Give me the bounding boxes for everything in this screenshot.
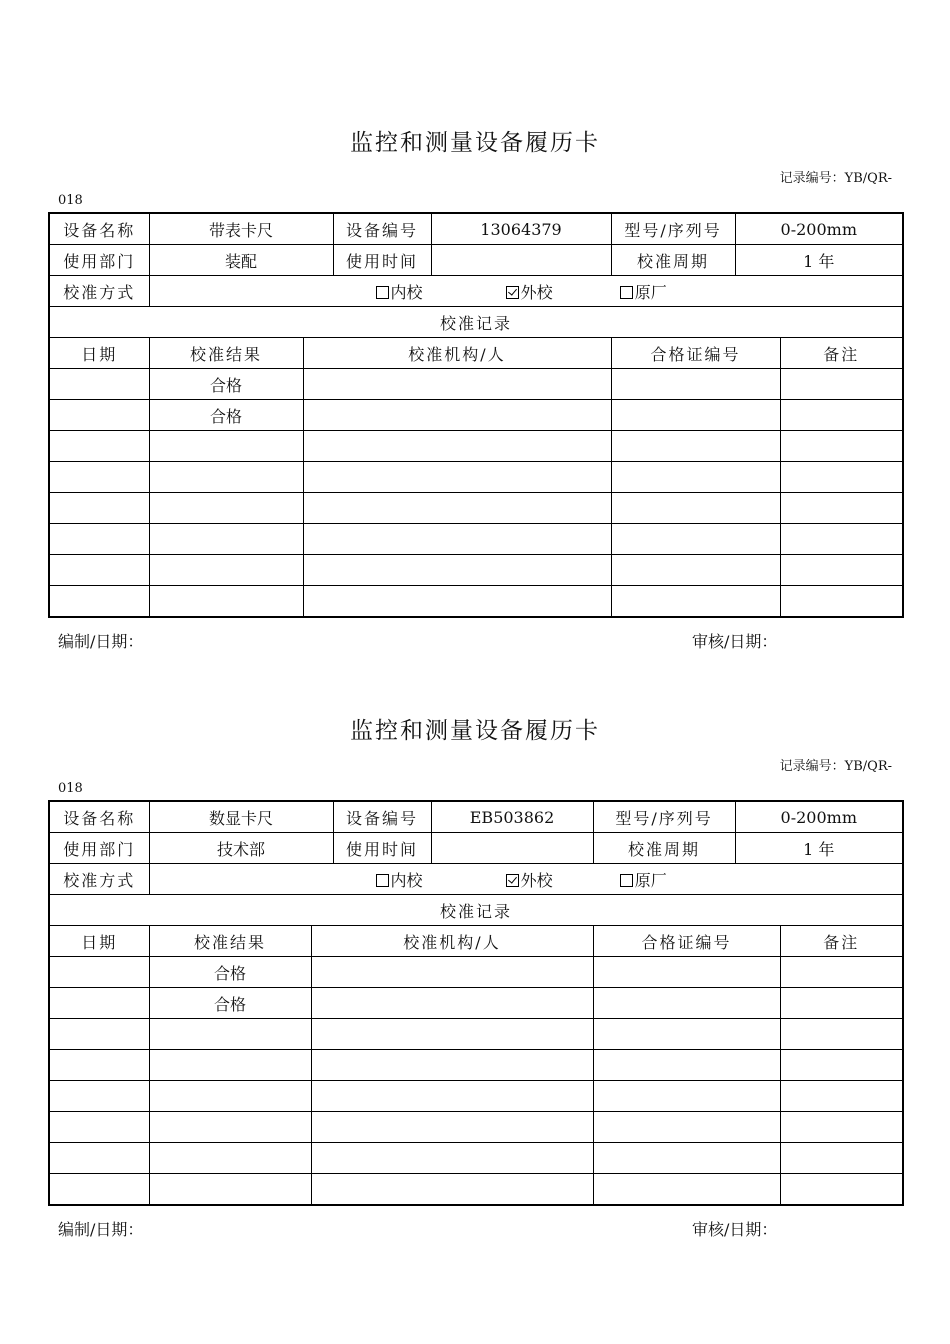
method-row xyxy=(49,864,903,895)
reviewed-by-label: 审核/日期： xyxy=(692,1220,778,1239)
label-equipment-code: 设备编号 xyxy=(333,213,431,245)
cell-certificate xyxy=(611,369,780,400)
cell-remarks xyxy=(780,524,903,555)
checkbox-checked-icon xyxy=(506,286,519,299)
label-use-time: 使用时间 xyxy=(333,833,431,864)
cell-result xyxy=(149,462,303,493)
cell-remarks xyxy=(780,369,903,400)
cell-result: 合格 xyxy=(149,988,311,1019)
section-calibration-records: 校准记录 xyxy=(49,307,903,338)
cell-date xyxy=(49,462,149,493)
header-date: 日期 xyxy=(49,926,149,957)
table-row xyxy=(49,524,903,555)
value-department: 装配 xyxy=(149,245,333,276)
record-number: 记录编号：YB/QR- xyxy=(779,171,892,186)
header-certificate: 合格证编号 xyxy=(611,338,780,369)
cell-remarks xyxy=(780,1050,903,1081)
table-row xyxy=(49,1081,903,1112)
prepared-by-label: 编制/日期： xyxy=(58,632,144,651)
value-department: 技术部 xyxy=(149,833,333,864)
cell-agency xyxy=(303,555,611,586)
cell-result xyxy=(149,1081,311,1112)
cell-agency xyxy=(311,1174,593,1206)
cell-remarks xyxy=(780,431,903,462)
header-result: 校准结果 xyxy=(149,338,303,369)
cell-certificate xyxy=(593,1112,780,1143)
label-cycle: 校准周期 xyxy=(611,245,735,276)
label-model: 型号/序列号 xyxy=(611,213,735,245)
cell-agency xyxy=(311,1143,593,1174)
form-number: 018 xyxy=(58,193,83,208)
cell-result xyxy=(149,431,303,462)
table-row xyxy=(49,493,903,524)
cell-result: 合格 xyxy=(149,400,303,431)
equipment-card xyxy=(0,588,950,1239)
cell-result: 合格 xyxy=(149,957,311,988)
cell-remarks xyxy=(780,1143,903,1174)
cell-remarks xyxy=(780,493,903,524)
cell-result xyxy=(149,1143,311,1174)
card-title: 监控和测量设备履历卡 xyxy=(350,718,600,744)
method-row xyxy=(49,276,903,307)
cell-agency xyxy=(311,988,593,1019)
cell-date xyxy=(49,493,149,524)
cell-certificate xyxy=(593,988,780,1019)
record-number: 记录编号：YB/QR- xyxy=(779,759,892,774)
table-row xyxy=(49,988,903,1019)
value-equipment-name: 数显卡尺 xyxy=(149,801,333,833)
cell-agency xyxy=(303,400,611,431)
cell-agency xyxy=(311,1081,593,1112)
cell-remarks xyxy=(780,400,903,431)
cell-certificate xyxy=(611,431,780,462)
info-row xyxy=(49,213,903,245)
option-label: 外校 xyxy=(520,282,553,302)
reviewed-by-label: 审核/日期： xyxy=(692,632,778,651)
header-row xyxy=(49,338,903,369)
cell-remarks xyxy=(780,1174,903,1206)
cell-date xyxy=(49,524,149,555)
label-department: 使用部门 xyxy=(49,833,149,864)
checkbox-icon xyxy=(376,286,389,299)
value-use-time xyxy=(431,833,593,864)
cell-date xyxy=(49,555,149,586)
table-row xyxy=(49,369,903,400)
form-number: 018 xyxy=(58,781,83,796)
checkbox-icon xyxy=(376,874,389,887)
section-row xyxy=(49,307,903,338)
cell-agency xyxy=(303,493,611,524)
header-certificate: 合格证编号 xyxy=(593,926,780,957)
cell-certificate xyxy=(593,1081,780,1112)
label-model: 型号/序列号 xyxy=(593,801,735,833)
method-options xyxy=(149,864,903,895)
info-row xyxy=(49,245,903,276)
cell-result xyxy=(149,1050,311,1081)
table-row xyxy=(49,1143,903,1174)
cell-remarks xyxy=(780,1019,903,1050)
option-internal[interactable] xyxy=(376,280,423,303)
checkbox-checked-icon xyxy=(506,874,519,887)
value-equipment-name: 带表卡尺 xyxy=(149,213,333,245)
header-result: 校准结果 xyxy=(149,926,311,957)
cell-agency xyxy=(311,1050,593,1081)
option-label: 原厂 xyxy=(634,282,667,302)
cell-certificate xyxy=(611,462,780,493)
cell-date xyxy=(49,1112,149,1143)
table-row xyxy=(49,1050,903,1081)
value-equipment-code: 13064379 xyxy=(431,213,611,245)
label-equipment-name: 设备名称 xyxy=(49,801,149,833)
value-cycle: 1 年 xyxy=(735,833,903,864)
table-row xyxy=(49,1112,903,1143)
option-factory[interactable] xyxy=(620,280,667,303)
cell-certificate xyxy=(593,1050,780,1081)
cell-date xyxy=(49,1174,149,1206)
cell-remarks xyxy=(780,555,903,586)
value-equipment-code: EB503862 xyxy=(431,801,593,833)
cell-agency xyxy=(311,1112,593,1143)
option-external[interactable] xyxy=(506,868,553,891)
cell-remarks xyxy=(780,988,903,1019)
option-label: 内校 xyxy=(390,870,423,890)
option-external[interactable] xyxy=(506,280,553,303)
section-row xyxy=(49,895,903,926)
card-title: 监控和测量设备履历卡 xyxy=(350,130,600,156)
cell-certificate xyxy=(593,1019,780,1050)
label-cycle: 校准周期 xyxy=(593,833,735,864)
cell-remarks xyxy=(780,1112,903,1143)
option-label: 原厂 xyxy=(634,870,667,890)
equipment-table xyxy=(48,800,904,1206)
cell-certificate xyxy=(611,493,780,524)
cell-result xyxy=(149,1112,311,1143)
cell-result xyxy=(149,1019,311,1050)
table-row xyxy=(49,462,903,493)
value-model: 0-200mm xyxy=(735,801,903,833)
cell-date xyxy=(49,988,149,1019)
header-agency: 校准机构/人 xyxy=(311,926,593,957)
table-row xyxy=(49,555,903,586)
label-equipment-code: 设备编号 xyxy=(333,801,431,833)
prepared-by-label: 编制/日期： xyxy=(58,1220,144,1239)
value-use-time xyxy=(431,245,611,276)
equipment-table xyxy=(48,212,904,618)
cell-certificate xyxy=(611,524,780,555)
table-row xyxy=(49,1019,903,1050)
value-cycle: 1 年 xyxy=(735,245,903,276)
option-label: 外校 xyxy=(520,870,553,890)
cell-date xyxy=(49,1050,149,1081)
checkbox-icon xyxy=(620,874,633,887)
cell-remarks xyxy=(780,462,903,493)
option-label: 内校 xyxy=(390,282,423,302)
cell-date xyxy=(49,957,149,988)
cell-agency xyxy=(303,462,611,493)
cell-result xyxy=(149,1174,311,1206)
cell-date xyxy=(49,431,149,462)
info-row xyxy=(49,801,903,833)
cell-result: 合格 xyxy=(149,369,303,400)
equipment-card xyxy=(0,0,950,651)
cell-date xyxy=(49,400,149,431)
cell-date xyxy=(49,1143,149,1174)
cell-certificate xyxy=(593,1143,780,1174)
cell-certificate xyxy=(611,400,780,431)
label-department: 使用部门 xyxy=(49,245,149,276)
cell-result xyxy=(149,555,303,586)
header-agency: 校准机构/人 xyxy=(303,338,611,369)
method-options xyxy=(149,276,903,307)
header-date: 日期 xyxy=(49,338,149,369)
option-factory[interactable] xyxy=(620,868,667,891)
label-use-time: 使用时间 xyxy=(333,245,431,276)
cell-certificate xyxy=(593,1174,780,1206)
table-row xyxy=(49,957,903,988)
label-equipment-name: 设备名称 xyxy=(49,213,149,245)
cell-agency xyxy=(303,431,611,462)
header-remarks: 备注 xyxy=(780,926,903,957)
cell-remarks xyxy=(780,1081,903,1112)
cell-result xyxy=(149,493,303,524)
option-internal[interactable] xyxy=(376,868,423,891)
cell-date xyxy=(49,369,149,400)
cell-agency xyxy=(303,369,611,400)
header-remarks: 备注 xyxy=(780,338,903,369)
checkbox-icon xyxy=(620,286,633,299)
info-row xyxy=(49,833,903,864)
cell-result xyxy=(149,524,303,555)
table-row xyxy=(49,400,903,431)
cell-remarks xyxy=(780,957,903,988)
cell-date xyxy=(49,1019,149,1050)
cell-date xyxy=(49,1081,149,1112)
cell-certificate xyxy=(593,957,780,988)
section-calibration-records: 校准记录 xyxy=(49,895,903,926)
cell-agency xyxy=(311,1019,593,1050)
label-method: 校准方式 xyxy=(49,864,149,895)
table-row xyxy=(49,431,903,462)
cell-certificate xyxy=(611,555,780,586)
cell-agency xyxy=(303,524,611,555)
header-row xyxy=(49,926,903,957)
value-model: 0-200mm xyxy=(735,213,903,245)
cell-agency xyxy=(311,957,593,988)
table-row xyxy=(49,1174,903,1206)
label-method: 校准方式 xyxy=(49,276,149,307)
